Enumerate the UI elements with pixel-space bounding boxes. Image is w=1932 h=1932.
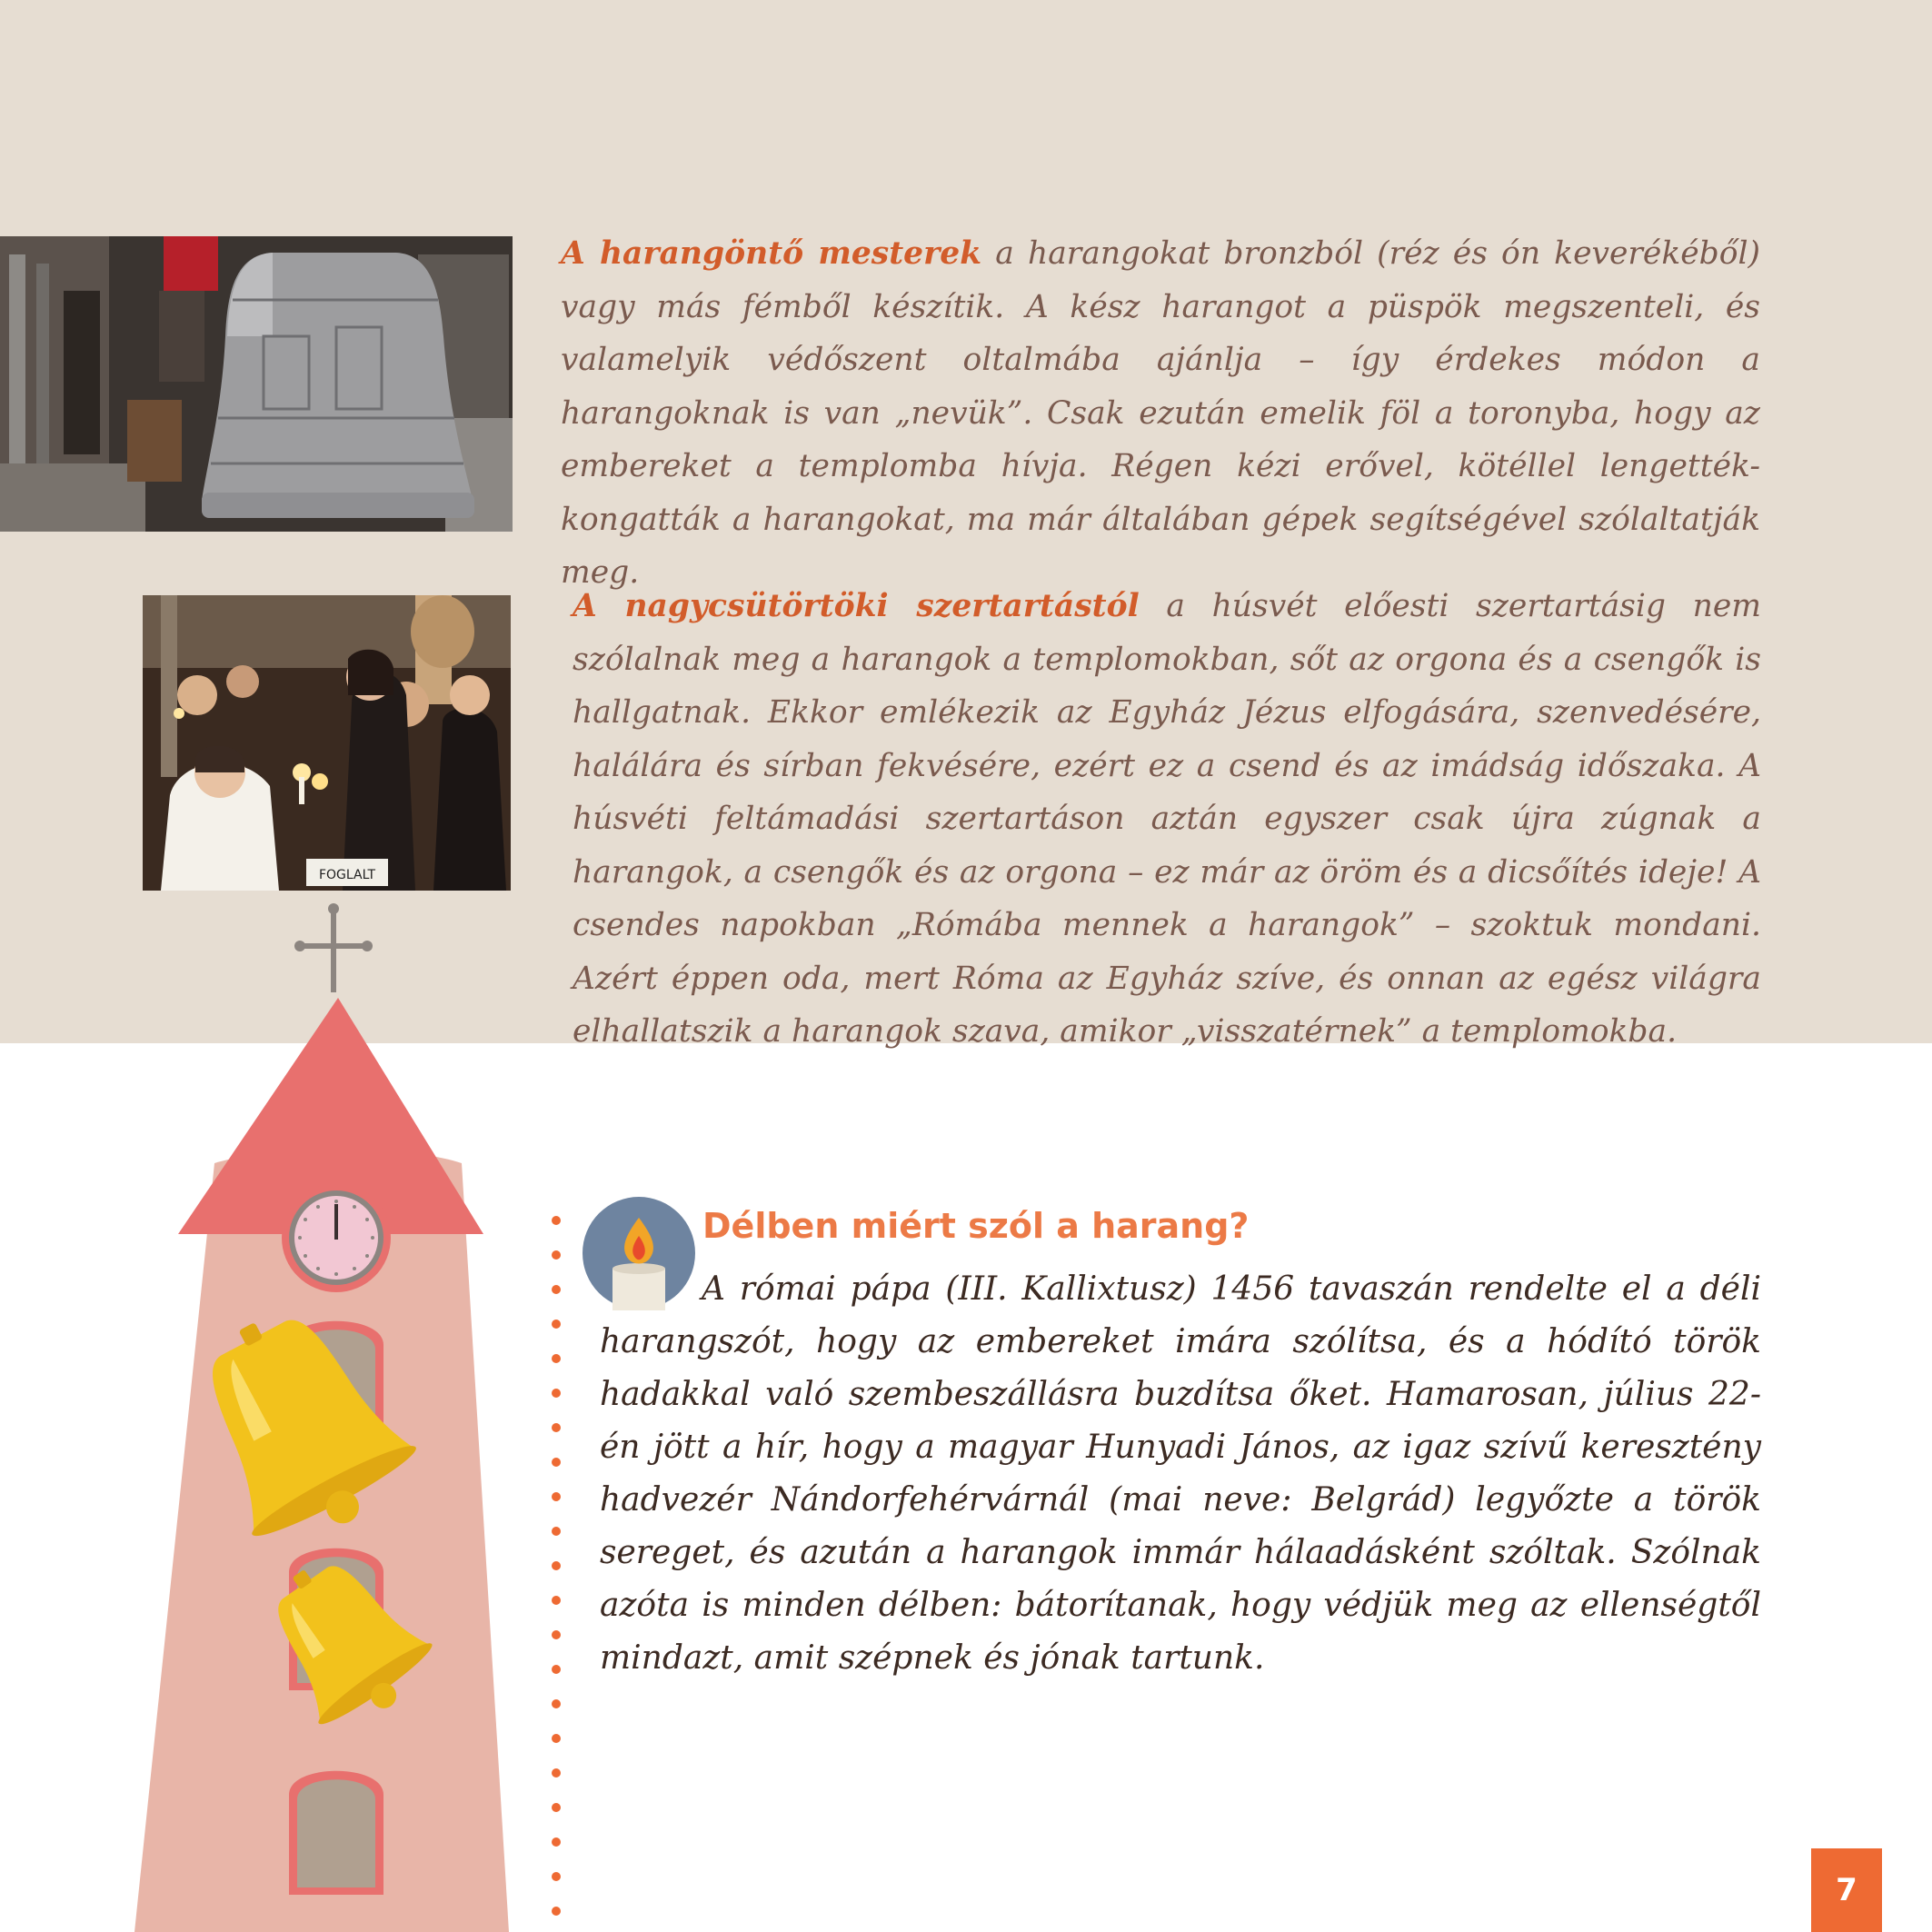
paragraph-noon-bell: A római pápa (III. Kallixtusz) 1456 tavaszán rendelte el a déli harangszót, hogy az embereket imára szólítsa, és a hódító török hadakkal való szembeszállásra buzdítsa őket. Hamarosan, július 22-én jött a hír, hogy a magyar Hunyadi János, az igaz szívű keresztény hadvezér Nándorfehérvárnál (mai neve: Belgrád) legyőzte a török sereget, és azután a harangok immár hálaadásként szóltak. Szólnak azóta is minden délben: bátorítanak, hogy védjük meg az ellenségtől mindazt, amit szépnek és jónak tartunk.: [600, 1270, 1761, 1677]
paragraph-body: a húsvét előesti szertartásig nem szólalnak meg a harangok a templomokban, sőt az orgona és a csengők is hallgatnak. Ekkor emlékezik az Egyház Jézus elfogására, szenvedésére, halálára és sírban fekvésére, ezért ez a csend és az imádság időszaka. A húsvéti feltámadási szertartáson aztán egyszer csak újra zúgnak a harangok, a csengők és az orgona – ez már az öröm és a dicsőítés ideje! A csendes napokban „Rómába mennek a harangok” – szoktuk mondani. Azért éppen oda, mert Róma az Egyház szíve, és onnan az egész világra elhallatszik a harangok szava, amikor „visszatérnek” a templomokba.: [573, 588, 1761, 1050]
paragraph-lead: A nagycsütörtöki szertartástól: [573, 588, 1140, 624]
cross-icon: [294, 903, 373, 992]
dotted-divider: [545, 1213, 567, 1931]
paragraph-holy-thursday: [573, 580, 1761, 1059]
paragraph-body: a harangokat bronzból (réz és ón keverékéből) vagy más fémből készítik. A kész harangot a püspök megszenteli, és valamelyik védőszent oltalmába ajánlja – így érdekes módon a harangoknak is van „nevük”. Csak ezután emelik föl a toronyba, hogy az embereket a templomba hívja. Régen kézi erővel, kötéllel lengették-kongatták a harangokat, ma már általában gépek segítségével szólaltatják meg.: [561, 235, 1760, 591]
paragraph-bell-founders: [561, 227, 1760, 600]
foglalt-label: FOGLALT: [318, 868, 376, 882]
bell-foundry-photo: [0, 236, 513, 532]
church-service-photo: [143, 595, 511, 891]
church-tower-illustration: [0, 900, 563, 1932]
page-number: 7: [1811, 1848, 1882, 1932]
paragraph-lead: A harangöntő mesterek: [561, 235, 982, 272]
section-title: Délben miért szól a harang?: [702, 1206, 1250, 1246]
clock-icon: [282, 1183, 391, 1292]
